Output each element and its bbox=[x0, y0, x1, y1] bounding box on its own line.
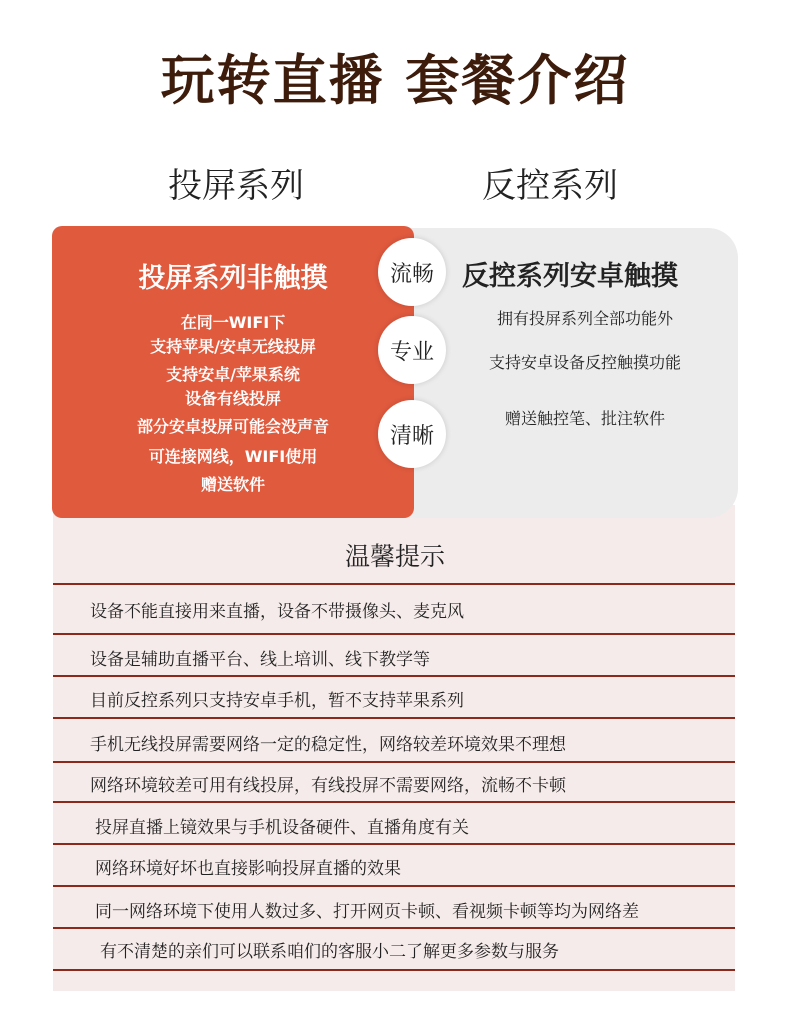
badge-clear: 清晰 bbox=[378, 400, 446, 468]
divider bbox=[53, 969, 735, 971]
control-feature: 拥有投屏系列全部功能外 bbox=[496, 309, 673, 328]
divider bbox=[53, 885, 735, 887]
cast-series-card bbox=[52, 226, 414, 518]
divider bbox=[53, 843, 735, 845]
divider bbox=[53, 927, 735, 929]
cast-feature: 支持安卓/苹果系统 bbox=[166, 365, 300, 384]
tip-item: 投屏直播上镜效果与手机设备硬件、直播角度有关 bbox=[95, 818, 469, 838]
tip-item: 网络环境好坏也直接影响投屏直播的效果 bbox=[95, 859, 401, 879]
series-label-cast: 投屏系列 bbox=[168, 166, 304, 206]
badge-smooth: 流畅 bbox=[378, 238, 446, 306]
cast-feature: 支持苹果/安卓无线投屏 bbox=[150, 337, 316, 356]
tip-item: 有不清楚的亲们可以联系咱们的客服小二了解更多参数与服务 bbox=[100, 942, 559, 962]
tip-item: 目前反控系列只支持安卓手机，暂不支持苹果系列 bbox=[90, 691, 464, 711]
divider bbox=[53, 717, 735, 719]
tip-item: 同一网络环境下使用人数过多、打开网页卡顿、看视频卡顿等均为网络差 bbox=[95, 902, 639, 922]
tip-item: 手机无线投屏需要网络一定的稳定性，网络较差环境效果不理想 bbox=[90, 735, 566, 755]
series-label-control: 反控系列 bbox=[482, 166, 618, 206]
divider bbox=[53, 583, 735, 585]
cast-feature: 赠送软件 bbox=[200, 475, 265, 494]
divider bbox=[53, 761, 735, 763]
cast-heading: 投屏系列非触摸 bbox=[138, 263, 328, 294]
badge-professional: 专业 bbox=[378, 316, 446, 384]
divider bbox=[53, 675, 735, 677]
cast-feature: 在同一WIFI下 bbox=[180, 313, 286, 332]
cast-feature: 部分安卓投屏可能会没声音 bbox=[136, 417, 329, 436]
tip-item: 网络环境较差可用有线投屏，有线投屏不需要网络，流畅不卡顿 bbox=[90, 776, 566, 796]
divider bbox=[53, 801, 735, 803]
control-heading: 反控系列安卓触摸 bbox=[462, 261, 678, 292]
divider bbox=[53, 633, 735, 635]
tip-item: 设备不能直接用来直播，设备不带摄像头、麦克风 bbox=[90, 602, 464, 622]
page-title: 玩转直播 套餐介绍 bbox=[160, 49, 630, 112]
control-feature: 支持安卓设备反控触摸功能 bbox=[488, 353, 681, 372]
cast-feature: 可连接网线，WIFI使用 bbox=[148, 447, 318, 466]
cast-feature: 设备有线投屏 bbox=[184, 389, 281, 408]
tip-item: 设备是辅助直播平台、线上培训、线下教学等 bbox=[90, 650, 430, 670]
control-feature: 赠送触控笔、批注软件 bbox=[504, 409, 665, 428]
tips-title: 温馨提示 bbox=[344, 542, 445, 571]
